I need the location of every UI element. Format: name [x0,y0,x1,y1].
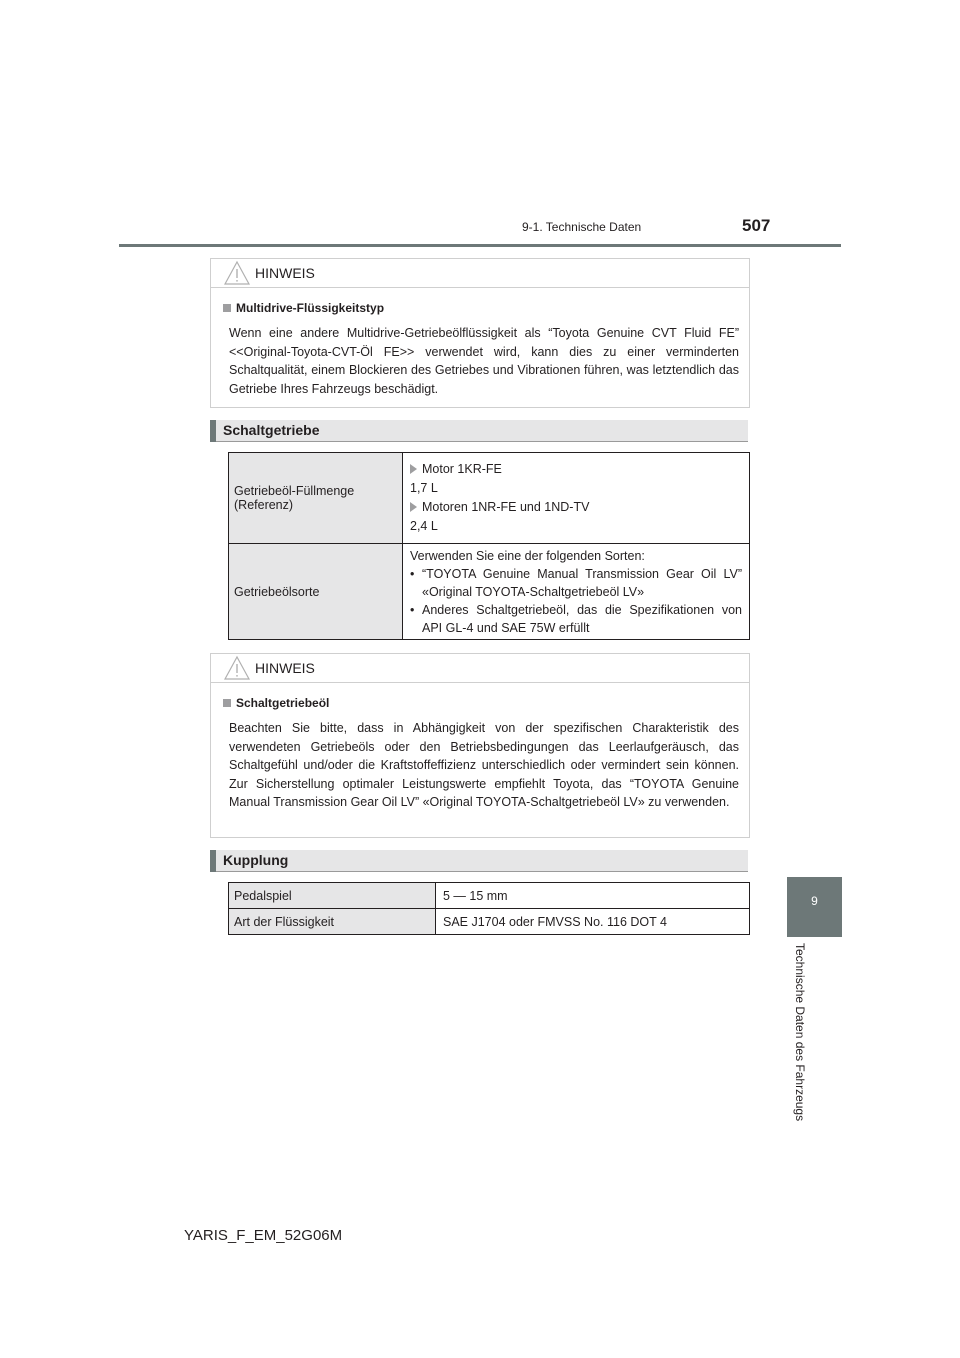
warning-triangle-icon [224,260,250,286]
square-bullet-icon [223,304,231,312]
engine-label: Motoren 1NR-FE und 1ND-TV [422,500,590,514]
table-value-cell [403,544,750,640]
list-item-text: Anderes Schaltgetriebeöl, das die Spezifikationen von API GL-4 und SAE 75W erfüllt [422,602,742,635]
table-label-cell: Art der Flüssigkeit [229,909,436,935]
table-row [229,883,750,909]
section-accent-bar [210,420,216,442]
schaltgetriebe-table [228,452,750,640]
table-row [229,909,750,935]
notice-header [211,259,749,288]
chapter-title-vertical: Technische Daten des Fahrzeugs [793,943,807,1122]
notice-item-title: Multidrive-Flüssigkeitstyp [236,301,385,315]
triangle-bullet-icon [410,502,417,512]
header-section-title: 9-1. Technische Daten [522,220,642,234]
section-header-schaltgetriebe [210,420,748,442]
oil-type-intro: Verwenden Sie eine der folgenden Sorten: [410,548,645,563]
document-code: YARIS_F_EM_52G06M [184,1227,343,1244]
table-value-cell [403,453,750,544]
list-item: • “TOYOTA Genuine Manual Transmission Gear Oil LV” «Original TOYOTA-Schaltgetriebeöl LV» [410,566,742,599]
capacity-value: 1,7 L [410,481,438,495]
notice-header [211,654,749,683]
notice-item-heading [223,301,739,315]
notice-text: Beachten Sie bitte, dass in Abhängigkeit von der spezifischen Charakteristik des verwendeten Getriebeöls oder den Betriebsbedingungen das Leerlaufgeräusch, das Schaltgefühl und/oder die Kraftstoffeffizienz unterschiedlich oder vermindert sein können. Zur Sicherstellung optimaler Leistungswerte empfiehlt Toyota, das “TOYOTA Genuine Manual Transmission Gear Oil LV” «Original TOYOTA-Schaltgetriebeöl LV» zu verwenden. [229,721,739,809]
list-item-text: “TOYOTA Genuine Manual Transmission Gear Oil LV” «Original TOYOTA-Schaltgetriebeöl LV» [422,566,742,599]
list-item: • Anderes Schaltgetriebeöl, das die Spezifikationen von API GL-4 und SAE 75W erfüllt [410,602,742,635]
notice-title: HINWEIS [255,265,315,281]
table-value-cell: SAE J1704 oder FMVSS No. 116 DOT 4 [436,909,750,935]
section-header-kupplung [210,850,748,872]
chapter-tab [787,877,842,937]
engine-label: Motor 1KR-FE [422,462,502,476]
section-title: Kupplung [223,852,289,868]
table-value-cell: 5 — 15 mm [436,883,750,909]
notice-box-cvt-fluid [210,258,750,408]
header-divider [119,244,841,247]
notice-item-heading [223,696,739,710]
table-row [229,453,750,544]
notice-title: HINWEIS [255,660,315,676]
chapter-number: 9 [811,894,818,908]
warning-triangle-icon [224,655,250,681]
square-bullet-icon [223,699,231,707]
table-label-cell: Getriebeöl-Füllmenge (Referenz) [229,453,403,544]
kupplung-table [228,882,750,935]
table-label-cell: Getriebeölsorte [229,544,403,640]
table-row [229,544,750,640]
section-accent-bar [210,850,216,872]
notice-item-title: Schaltgetriebeöl [236,696,330,710]
notice-box-gear-oil [210,653,750,838]
notice-text: Wenn eine andere Multidrive-Getriebeölflüssigkeit als “Toyota Genuine CVT Fluid FE” <<Original-Toyota-CVT-Öl FE>> verwendet wird, kann dies zu einer verminderten Schaltqualität, einem Blockieren des Getriebes und Vibrationen führen, was letztendlich das Getriebe Ihres Fahrzeugs beschädigt. [229,326,739,396]
triangle-bullet-icon [410,464,417,474]
section-title: Schaltgetriebe [223,422,320,438]
page-number: 507 [742,216,771,235]
table-label-cell: Pedalspiel [229,883,436,909]
capacity-value: 2,4 L [410,519,438,533]
